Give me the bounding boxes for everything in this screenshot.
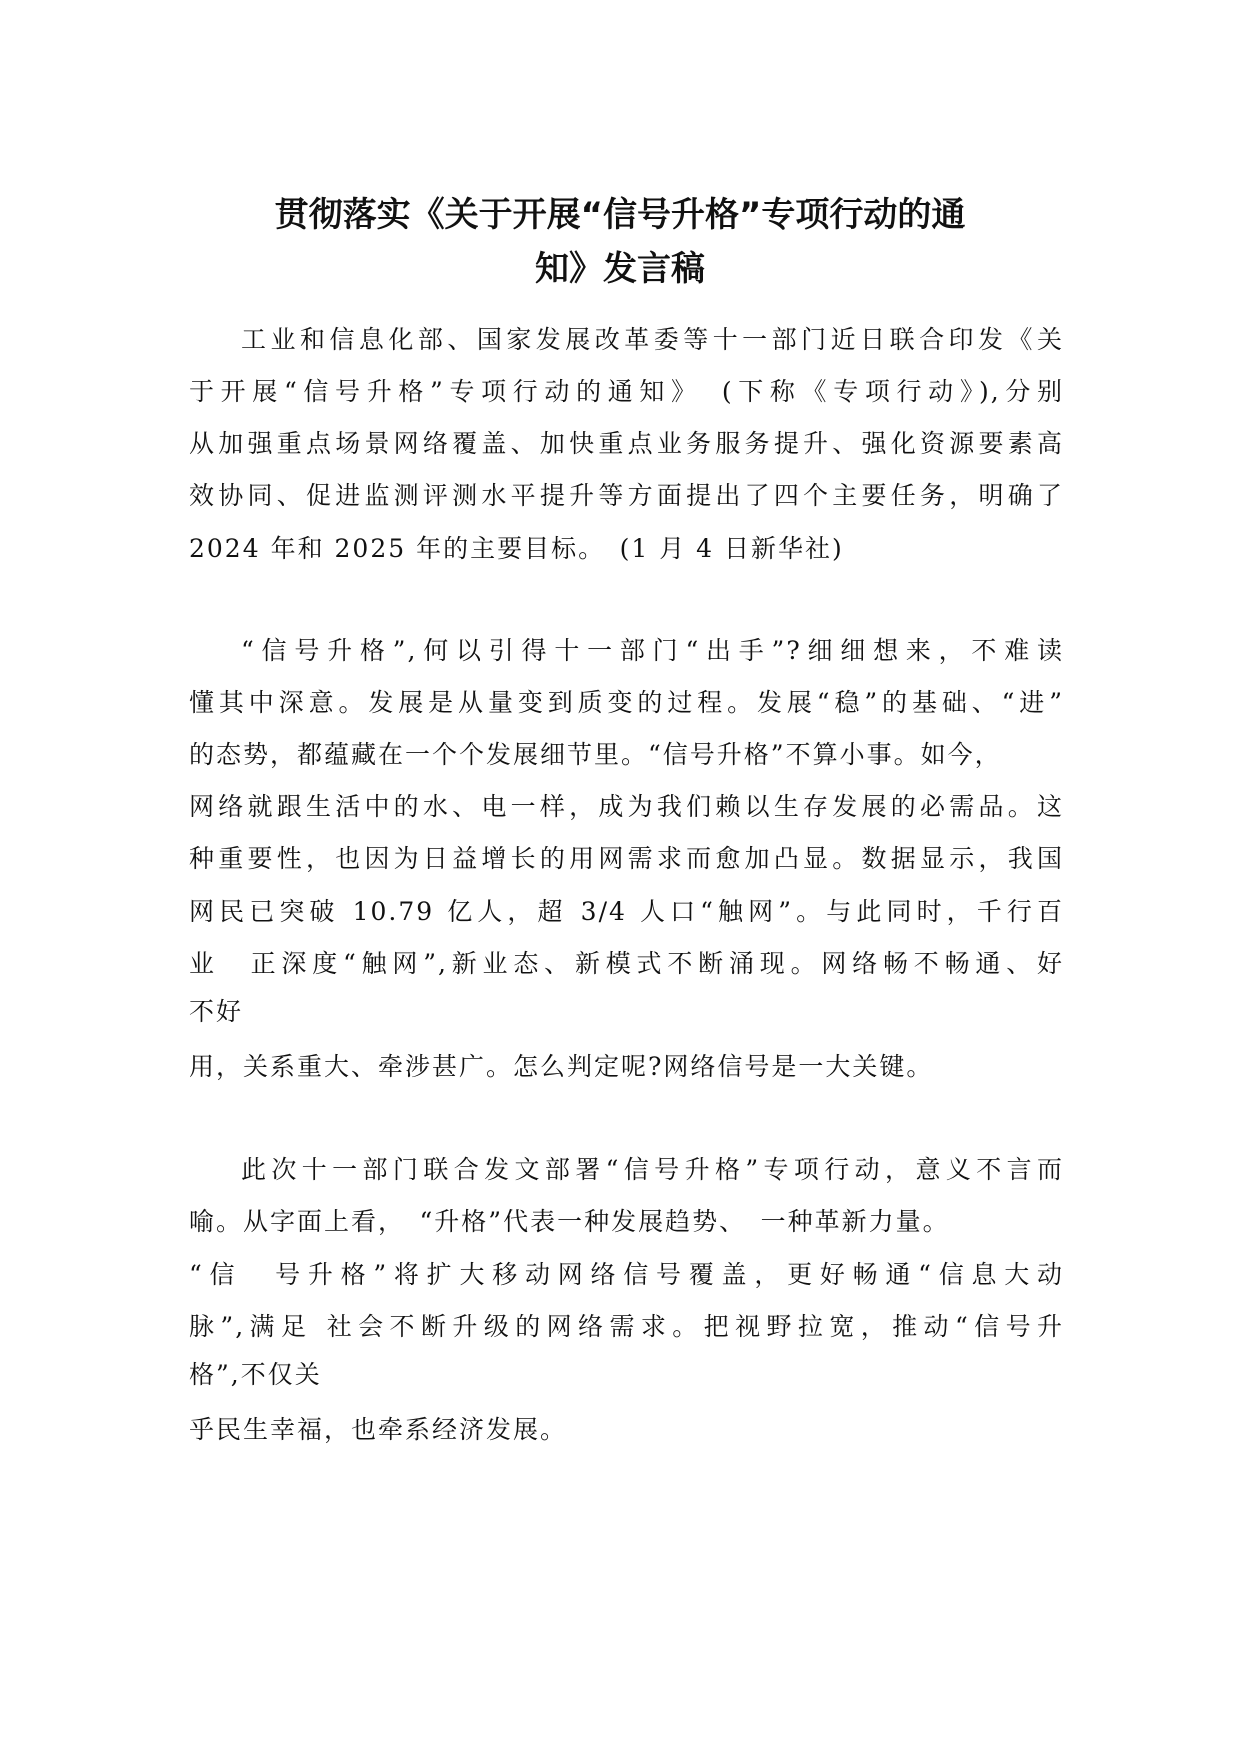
paragraph-line: 种重要性，也因为日益增长的用网需求而愈加凸显。数据显示，我国 bbox=[189, 844, 1064, 873]
paragraph-line: 脉”,满足 社会不断升级的网络需求。把视野拉宽，推动“信号升 bbox=[189, 1312, 1064, 1341]
title-line-2: 知》发言稿 bbox=[535, 249, 705, 289]
paragraph-line: 效协同、促进监测评测水平提升等方面提出了四个主要任务，明确了 bbox=[189, 481, 1064, 510]
paragraph-line: 乎民生幸福，也牵系经济发展。 bbox=[189, 1415, 568, 1444]
paragraph-line: 于开展“信号升格”专项行动的通知》 (下称《专项行动》),分别 bbox=[189, 377, 1064, 406]
title-line-1: 贯彻落实《关于开展“信号升格”专项行动的通 bbox=[274, 195, 966, 235]
paragraph-line: 懂其中深意。发展是从量变到质变的过程。发展“稳”的基础、“进” bbox=[189, 688, 1064, 717]
paragraph-line: 从加强重点场景网络覆盖、加快重点业务服务提升、强化资源要素高 bbox=[189, 429, 1064, 458]
paragraph-line: 的态势，都蕴藏在一个个发展细节里。“信号升格”不算小事。如今， bbox=[189, 740, 1002, 769]
paragraph-line: 工业和信息化部、国家发展改革委等十一部门近日联合印发《关 bbox=[241, 325, 1064, 354]
paragraph-line: 格”,不仅关 bbox=[189, 1360, 322, 1389]
paragraph-line: 业 正深度“触网”,新业态、新模式不断涌现。网络畅不畅通、好 bbox=[189, 949, 1064, 978]
paragraph-line: “信号升格”,何以引得十一部门“出手”?细细想来，不难读 bbox=[241, 636, 1064, 665]
paragraph-line: 网民已突破 10.79 亿人，超 3/4 人口“触网”。与此同时，千行百 bbox=[189, 897, 1064, 926]
paragraph-line: 此次十一部门联合发文部署“信号升格”专项行动，意义不言而 bbox=[241, 1155, 1064, 1184]
paragraph-line: “信 号升格”将扩大移动网络信号覆盖，更好畅通“信息大动 bbox=[189, 1260, 1064, 1289]
paragraph-line: 喻。从字面上看， “升格”代表一种发展趋势、 一种革新力量。 bbox=[189, 1207, 950, 1236]
document-title bbox=[150, 188, 1090, 296]
paragraph-line: 不好 bbox=[189, 997, 244, 1026]
paragraph-line: 2024 年和 2025 年的主要目标。 (1 月 4 日新华社) bbox=[189, 534, 844, 563]
paragraph-line: 网络就跟生活中的水、电一样，成为我们赖以生存发展的必需品。这 bbox=[189, 792, 1064, 821]
paragraph-line: 用，关系重大、牵涉甚广。怎么判定呢?网络信号是一大关键。 bbox=[189, 1052, 934, 1081]
